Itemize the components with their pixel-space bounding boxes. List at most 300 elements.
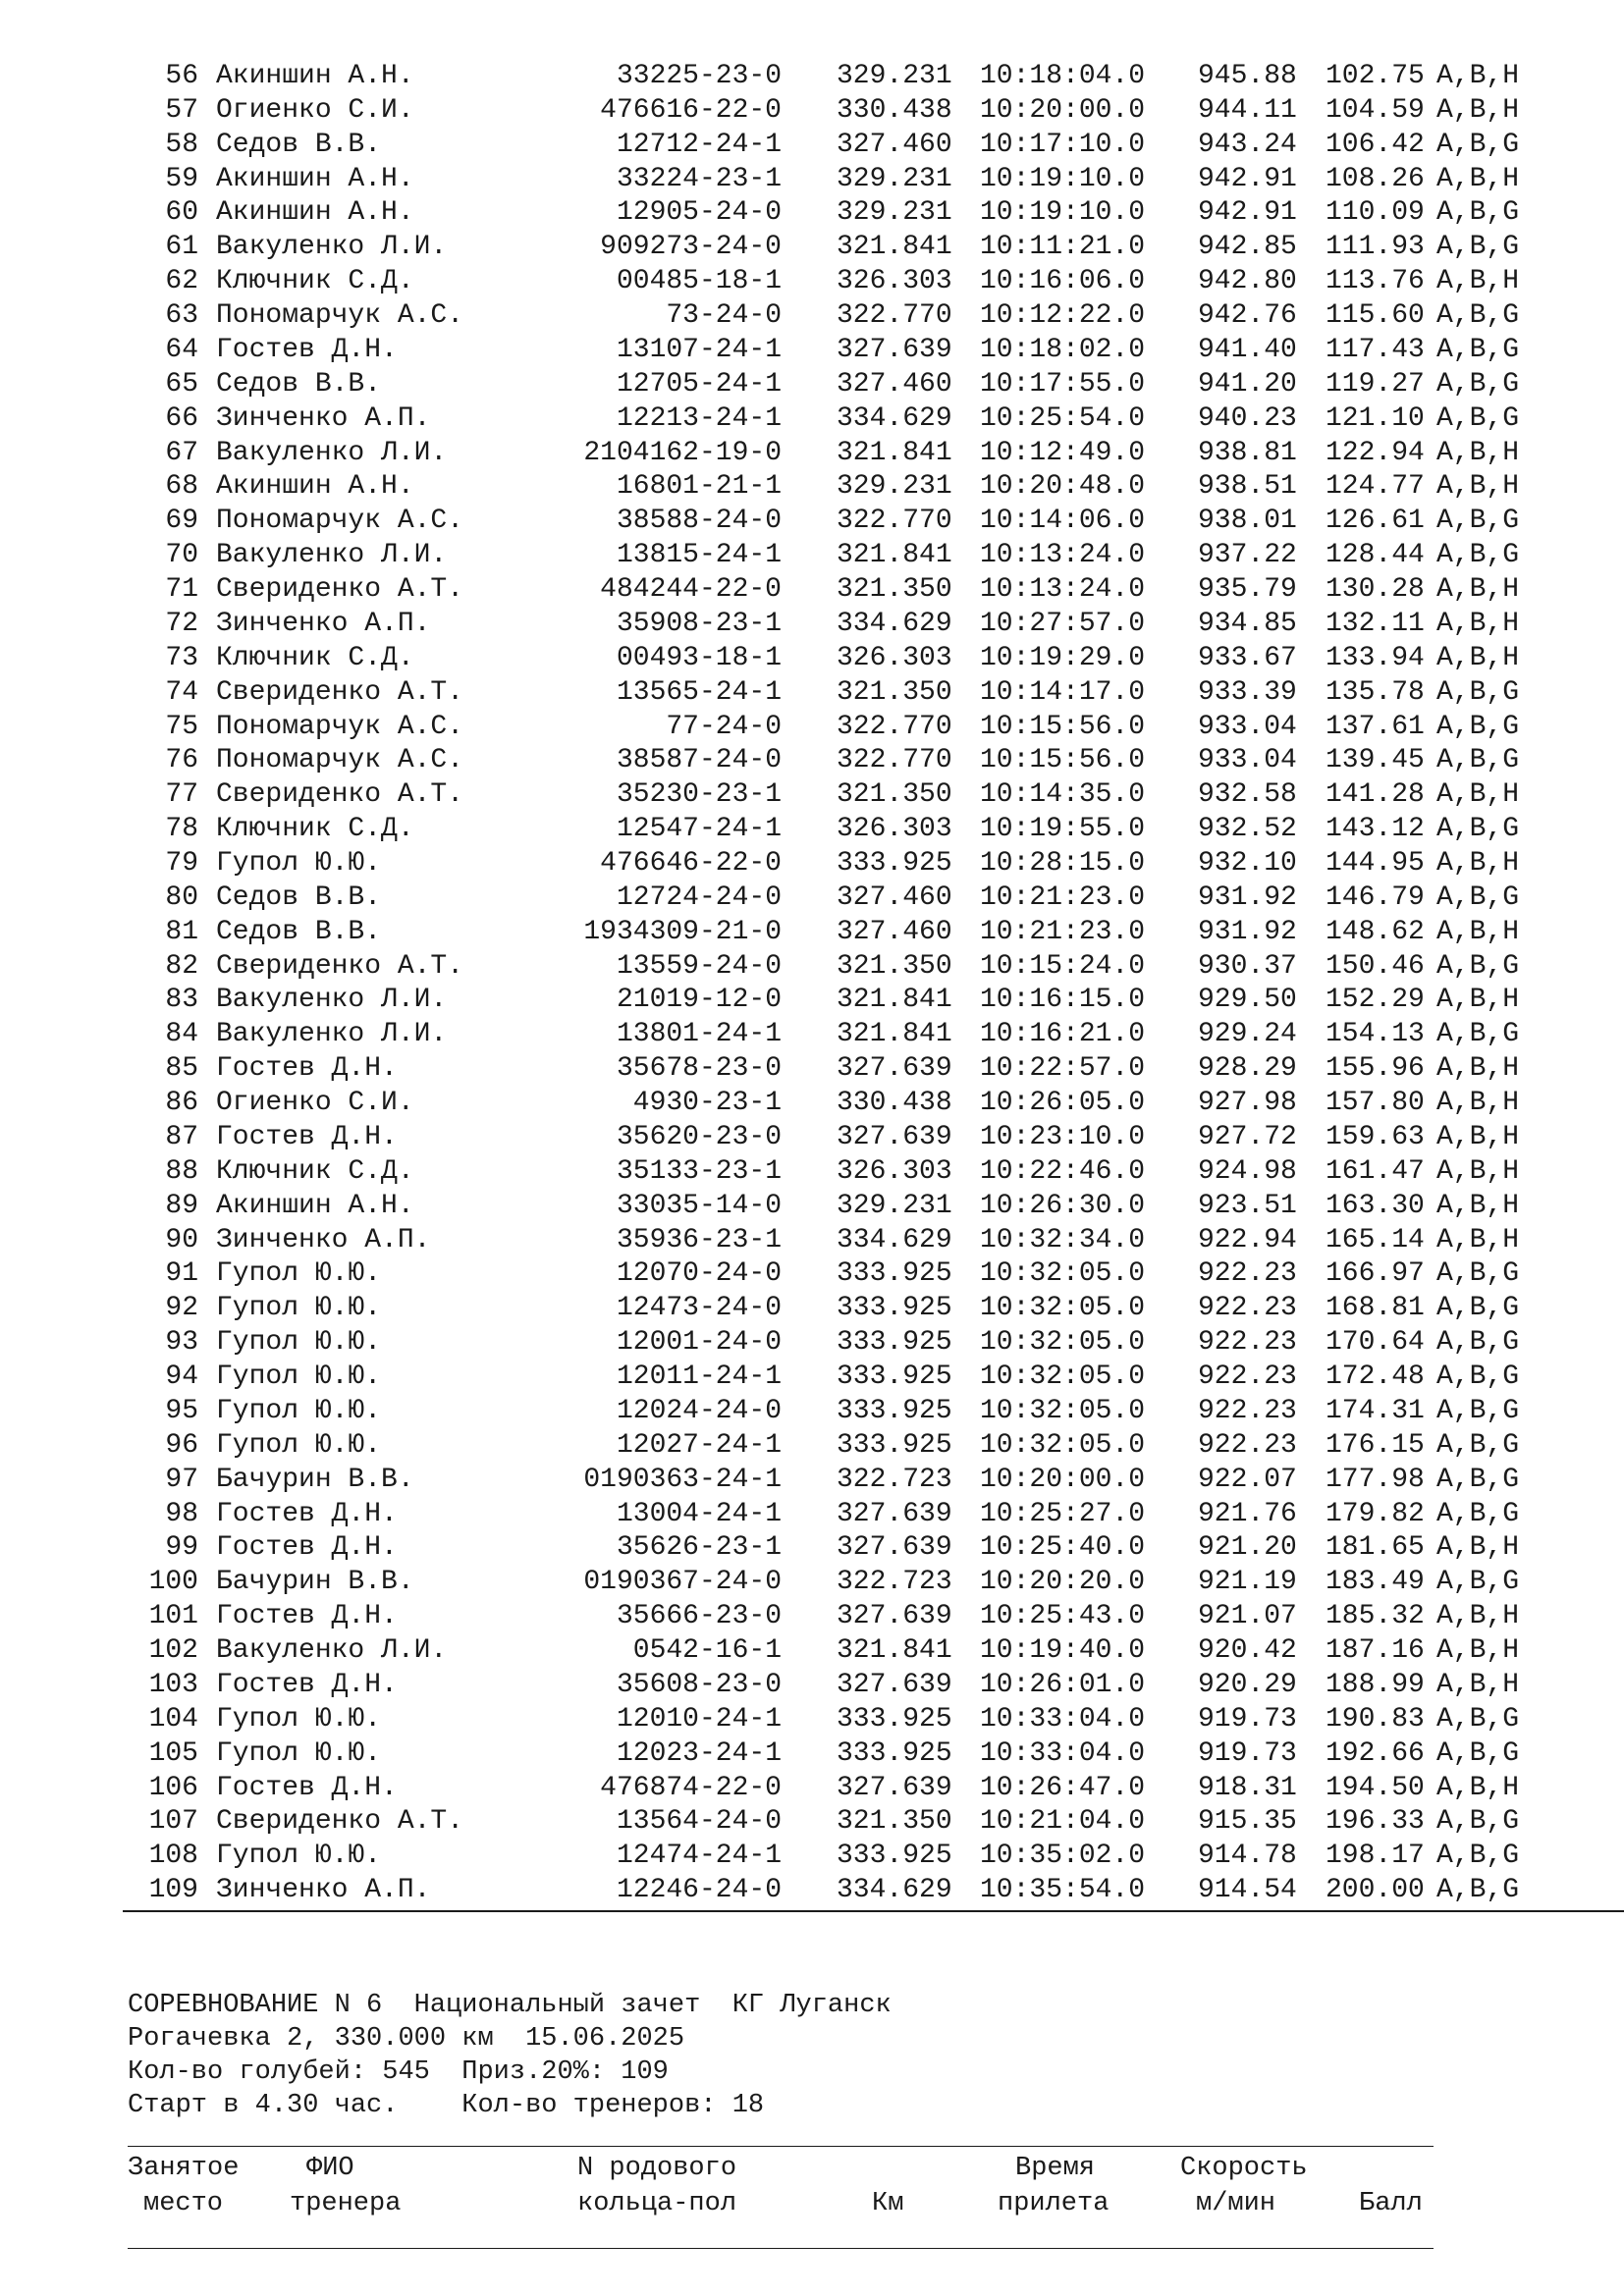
cell-category: A,B,G [1436,402,1520,434]
cell-arrival-time: 10:33:04.0 [980,1737,1146,1769]
cell-ring-number: 35908-23-1 [616,608,782,639]
cell-trainer-name: Свериденко А.Т. [216,1806,464,1838]
cell-trainer-name: Седов В.В. [216,368,382,400]
cell-speed: 922.23 [1198,1395,1297,1426]
cell-points: 102.75 [1326,61,1425,91]
col-km: Км [872,2189,904,2218]
cell-arrival-time: 10:21:23.0 [980,881,1146,913]
cell-place: 59 [165,163,198,194]
cell-place: 73 [165,642,198,673]
cell-trainer-name: Огиенко С.И. [216,1088,414,1119]
cell-points: 148.62 [1326,916,1425,947]
cell-ring-number: 484244-22-0 [600,574,782,606]
cell-trainer-name: Свериденко А.Т. [216,574,464,606]
cell-distance-km: 333.925 [837,1429,952,1461]
cell-speed: 915.35 [1198,1806,1297,1838]
cell-category: A,B,H [1436,437,1520,468]
cell-arrival-time: 10:19:10.0 [980,197,1146,229]
cell-points: 141.28 [1326,779,1425,811]
cell-arrival-time: 10:15:56.0 [980,745,1146,776]
cell-arrival-time: 10:15:24.0 [980,950,1146,982]
cell-distance-km: 327.639 [837,1532,952,1564]
cell-category: A,B,G [1436,1293,1520,1324]
cell-place: 62 [165,266,198,297]
cell-trainer-name: Гупол Ю.Ю. [216,1327,382,1359]
cell-place: 107 [148,1806,198,1838]
cell-speed: 929.50 [1198,985,1297,1016]
cell-ring-number: 0542-16-1 [632,1635,782,1667]
cell-distance-km: 333.925 [837,1395,952,1426]
cell-category: A,B,H [1436,1121,1520,1152]
cell-speed: 922.23 [1198,1429,1297,1461]
col-time-top: Время [1015,2154,1096,2183]
cell-place: 102 [148,1635,198,1667]
cell-trainer-name: Гупол Ю.Ю. [216,1737,382,1769]
cell-distance-km: 322.770 [837,300,952,332]
col-place-bottom: место [143,2189,224,2218]
cell-trainer-name: Вакуленко Л.И. [216,985,448,1016]
cell-place: 90 [165,1224,198,1255]
cell-points: 155.96 [1326,1053,1425,1085]
cell-arrival-time: 10:13:24.0 [980,540,1146,571]
cell-speed: 924.98 [1198,1155,1297,1187]
cell-category: A,B,G [1436,540,1520,571]
cell-distance-km: 321.841 [837,437,952,468]
cell-speed: 940.23 [1198,402,1297,434]
cell-distance-km: 334.629 [837,1224,952,1255]
cell-distance-km: 333.925 [837,1327,952,1359]
cell-ring-number: 13004-24-1 [616,1498,782,1529]
cell-arrival-time: 10:26:05.0 [980,1088,1146,1119]
cell-points: 130.28 [1326,574,1425,606]
cell-ring-number: 12027-24-1 [616,1429,782,1461]
cell-place: 101 [148,1601,198,1632]
cell-ring-number: 12712-24-1 [616,129,782,160]
cell-arrival-time: 10:32:34.0 [980,1224,1146,1255]
cell-distance-km: 333.925 [837,1737,952,1769]
cell-category: A,B,G [1436,1258,1520,1290]
cell-category: A,B,H [1436,1669,1520,1700]
cell-speed: 942.91 [1198,163,1297,194]
cell-speed: 942.80 [1198,266,1297,297]
cell-distance-km: 321.350 [837,779,952,811]
cell-points: 139.45 [1326,745,1425,776]
cell-speed: 921.19 [1198,1567,1297,1598]
cell-speed: 927.72 [1198,1121,1297,1152]
cell-points: 111.93 [1326,232,1425,263]
cell-ring-number: 12024-24-0 [616,1395,782,1426]
cell-category: A,B,G [1436,1567,1520,1598]
cell-arrival-time: 10:18:04.0 [980,61,1146,91]
cell-ring-number: 12010-24-1 [616,1703,782,1735]
cell-distance-km: 329.231 [837,61,952,91]
table-bottom-rule [123,1910,1624,1912]
cell-distance-km: 329.231 [837,163,952,194]
cell-arrival-time: 10:26:01.0 [980,1669,1146,1700]
cell-ring-number: 35133-23-1 [616,1155,782,1187]
cell-trainer-name: Акиншин А.Н. [216,163,414,194]
cell-distance-km: 321.841 [837,1019,952,1050]
cell-place: 56 [165,61,198,91]
cell-place: 71 [165,574,198,606]
cell-points: 108.26 [1326,163,1425,194]
cell-ring-number: 12023-24-1 [616,1737,782,1769]
cell-category: A,B,H [1436,574,1520,606]
column-header-bottom-rule [128,2248,1434,2249]
cell-arrival-time: 10:20:00.0 [980,94,1146,126]
cell-speed: 933.67 [1198,642,1297,673]
cell-trainer-name: Гостев Д.Н. [216,1121,398,1152]
cell-arrival-time: 10:16:15.0 [980,985,1146,1016]
cell-category: A,B,G [1436,300,1520,332]
cell-place: 93 [165,1327,198,1359]
cell-points: 170.64 [1326,1327,1425,1359]
cell-trainer-name: Гостев Д.Н. [216,1498,398,1529]
cell-arrival-time: 10:28:15.0 [980,848,1146,879]
cell-trainer-name: Гупол Ю.Ю. [216,1293,382,1324]
cell-ring-number: 33225-23-0 [616,61,782,91]
competition-birds-count: Кол-во голубей: 545 Приз.20%: 109 [128,2057,669,2087]
cell-arrival-time: 10:17:10.0 [980,129,1146,160]
cell-place: 86 [165,1088,198,1119]
cell-arrival-time: 10:33:04.0 [980,1703,1146,1735]
cell-place: 97 [165,1464,198,1495]
cell-place: 89 [165,1190,198,1221]
cell-speed: 914.78 [1198,1841,1297,1872]
cell-arrival-time: 10:26:47.0 [980,1772,1146,1803]
cell-speed: 919.73 [1198,1703,1297,1735]
cell-arrival-time: 10:21:23.0 [980,916,1146,947]
cell-ring-number: 13801-24-1 [616,1019,782,1050]
cell-points: 113.76 [1326,266,1425,297]
cell-trainer-name: Зинченко А.П. [216,1875,431,1906]
cell-arrival-time: 10:14:17.0 [980,676,1146,708]
cell-trainer-name: Ключник С.Д. [216,814,414,845]
cell-category: A,B,H [1436,94,1520,126]
cell-speed: 922.23 [1198,1258,1297,1290]
cell-arrival-time: 10:20:48.0 [980,471,1146,503]
cell-arrival-time: 10:20:20.0 [980,1567,1146,1598]
cell-points: 165.14 [1326,1224,1425,1255]
cell-arrival-time: 10:21:04.0 [980,1806,1146,1838]
cell-points: 157.80 [1326,1088,1425,1119]
competition-title: СОРЕВНОВАНИЕ N 6 Национальный зачет КГ Луганск [128,1991,892,2020]
cell-ring-number: 38587-24-0 [616,745,782,776]
cell-category: A,B,G [1436,1019,1520,1050]
cell-category: A,B,G [1436,1806,1520,1838]
cell-place: 95 [165,1395,198,1426]
cell-ring-number: 35608-23-0 [616,1669,782,1700]
cell-category: A,B,G [1436,1498,1520,1529]
cell-speed: 932.58 [1198,779,1297,811]
cell-arrival-time: 10:32:05.0 [980,1362,1146,1393]
cell-trainer-name: Вакуленко Л.И. [216,1019,448,1050]
cell-category: A,B,H [1436,61,1520,91]
cell-distance-km: 321.841 [837,1635,952,1667]
cell-points: 159.63 [1326,1121,1425,1152]
cell-place: 88 [165,1155,198,1187]
cell-place: 67 [165,437,198,468]
cell-points: 185.32 [1326,1601,1425,1632]
cell-distance-km: 327.639 [837,1053,952,1085]
cell-trainer-name: Гостев Д.Н. [216,1532,398,1564]
cell-speed: 937.22 [1198,540,1297,571]
cell-speed: 942.91 [1198,197,1297,229]
cell-arrival-time: 10:16:06.0 [980,266,1146,297]
cell-category: A,B,G [1436,1875,1520,1906]
cell-category: A,B,G [1436,232,1520,263]
cell-arrival-time: 10:19:55.0 [980,814,1146,845]
cell-category: A,B,H [1436,1772,1520,1803]
cell-category: A,B,H [1436,1224,1520,1255]
cell-place: 81 [165,916,198,947]
cell-place: 77 [165,779,198,811]
cell-trainer-name: Пономарчук А.С. [216,506,464,537]
cell-points: 172.48 [1326,1362,1425,1393]
cell-speed: 933.04 [1198,745,1297,776]
cell-points: 198.17 [1326,1841,1425,1872]
competition-location-date: Рогачевка 2, 330.000 км 15.06.2025 [128,2024,685,2054]
cell-place: 61 [165,232,198,263]
cell-distance-km: 327.460 [837,916,952,947]
cell-trainer-name: Вакуленко Л.И. [216,232,448,263]
cell-ring-number: 33035-14-0 [616,1190,782,1221]
cell-place: 64 [165,334,198,365]
cell-trainer-name: Свериденко А.Т. [216,950,464,982]
cell-category: A,B,G [1436,1464,1520,1495]
cell-distance-km: 322.723 [837,1464,952,1495]
cell-points: 117.43 [1326,334,1425,365]
cell-distance-km: 322.770 [837,745,952,776]
cell-place: 84 [165,1019,198,1050]
cell-distance-km: 322.770 [837,711,952,742]
cell-points: 121.10 [1326,402,1425,434]
cell-arrival-time: 10:27:57.0 [980,608,1146,639]
cell-category: A,B,G [1436,881,1520,913]
cell-trainer-name: Акиншин А.Н. [216,197,414,229]
cell-distance-km: 321.350 [837,950,952,982]
cell-distance-km: 327.460 [837,881,952,913]
cell-points: 187.16 [1326,1635,1425,1667]
cell-ring-number: 21019-12-0 [616,985,782,1016]
cell-ring-number: 13815-24-1 [616,540,782,571]
cell-category: A,B,G [1436,1737,1520,1769]
cell-arrival-time: 10:32:05.0 [980,1429,1146,1461]
cell-ring-number: 909273-24-0 [600,232,782,263]
cell-category: A,B,G [1436,1362,1520,1393]
cell-place: 106 [148,1772,198,1803]
cell-place: 94 [165,1362,198,1393]
cell-speed: 942.85 [1198,232,1297,263]
cell-points: 183.49 [1326,1567,1425,1598]
cell-trainer-name: Гостев Д.Н. [216,1053,398,1085]
cell-arrival-time: 10:15:56.0 [980,711,1146,742]
cell-place: 96 [165,1429,198,1461]
cell-points: 179.82 [1326,1498,1425,1529]
cell-points: 106.42 [1326,129,1425,160]
cell-ring-number: 12474-24-1 [616,1841,782,1872]
cell-arrival-time: 10:19:40.0 [980,1635,1146,1667]
cell-ring-number: 35678-23-0 [616,1053,782,1085]
cell-category: A,B,G [1436,711,1520,742]
cell-trainer-name: Гостев Д.Н. [216,1601,398,1632]
cell-arrival-time: 10:18:02.0 [980,334,1146,365]
cell-distance-km: 326.303 [837,642,952,673]
cell-speed: 914.54 [1198,1875,1297,1906]
cell-place: 72 [165,608,198,639]
cell-points: 181.65 [1326,1532,1425,1564]
cell-speed: 922.23 [1198,1327,1297,1359]
cell-points: 188.99 [1326,1669,1425,1700]
cell-trainer-name: Гупол Ю.Ю. [216,1362,382,1393]
cell-ring-number: 12905-24-0 [616,197,782,229]
cell-category: A,B,H [1436,1532,1520,1564]
cell-speed: 938.51 [1198,471,1297,503]
col-speed-bottom: м/мин [1196,2189,1276,2218]
cell-speed: 922.94 [1198,1224,1297,1255]
cell-speed: 922.07 [1198,1464,1297,1495]
col-ring-bottom: кольца-пол [577,2189,737,2218]
cell-distance-km: 334.629 [837,402,952,434]
cell-distance-km: 327.460 [837,129,952,160]
cell-place: 68 [165,471,198,503]
cell-arrival-time: 10:32:05.0 [980,1293,1146,1324]
cell-distance-km: 326.303 [837,266,952,297]
cell-distance-km: 321.350 [837,676,952,708]
cell-arrival-time: 10:22:57.0 [980,1053,1146,1085]
cell-arrival-time: 10:20:00.0 [980,1464,1146,1495]
cell-place: 82 [165,950,198,982]
cell-ring-number: 12246-24-0 [616,1875,782,1906]
cell-category: A,B,G [1436,814,1520,845]
cell-arrival-time: 10:12:22.0 [980,300,1146,332]
cell-category: A,B,G [1436,1395,1520,1426]
cell-ring-number: 77-24-0 [666,711,782,742]
cell-category: A,B,G [1436,129,1520,160]
cell-trainer-name: Бачурин В.В. [216,1464,414,1495]
cell-distance-km: 321.350 [837,1806,952,1838]
col-points: Балл [1359,2189,1423,2218]
cell-arrival-time: 10:25:40.0 [980,1532,1146,1564]
cell-ring-number: 00485-18-1 [616,266,782,297]
cell-distance-km: 330.438 [837,94,952,126]
cell-distance-km: 333.925 [837,1362,952,1393]
col-ring-top: N родового [577,2154,737,2183]
cell-points: 133.94 [1326,642,1425,673]
cell-category: A,B,H [1436,1155,1520,1187]
cell-speed: 927.98 [1198,1088,1297,1119]
cell-points: 150.46 [1326,950,1425,982]
cell-points: 190.83 [1326,1703,1425,1735]
cell-ring-number: 12473-24-0 [616,1293,782,1324]
cell-ring-number: 12001-24-0 [616,1327,782,1359]
cell-arrival-time: 10:14:06.0 [980,506,1146,537]
cell-distance-km: 322.770 [837,506,952,537]
cell-speed: 932.52 [1198,814,1297,845]
cell-points: 119.27 [1326,368,1425,400]
cell-ring-number: 13559-24-0 [616,950,782,982]
cell-points: 152.29 [1326,985,1425,1016]
cell-place: 83 [165,985,198,1016]
cell-distance-km: 334.629 [837,1875,952,1906]
cell-place: 74 [165,676,198,708]
cell-speed: 935.79 [1198,574,1297,606]
cell-points: 115.60 [1326,300,1425,332]
cell-ring-number: 38588-24-0 [616,506,782,537]
cell-speed: 921.07 [1198,1601,1297,1632]
cell-place: 103 [148,1669,198,1700]
col-name-bottom: тренера [290,2189,402,2218]
cell-speed: 942.76 [1198,300,1297,332]
cell-trainer-name: Седов В.В. [216,916,382,947]
cell-category: A,B,H [1436,916,1520,947]
cell-trainer-name: Бачурин В.В. [216,1567,414,1598]
cell-speed: 941.40 [1198,334,1297,365]
cell-trainer-name: Зинченко А.П. [216,608,431,639]
cell-distance-km: 321.841 [837,540,952,571]
cell-category: A,B,H [1436,163,1520,194]
cell-distance-km: 327.639 [837,1601,952,1632]
cell-place: 76 [165,745,198,776]
cell-ring-number: 476874-22-0 [600,1772,782,1803]
cell-distance-km: 327.460 [837,368,952,400]
cell-trainer-name: Свериденко А.Т. [216,779,464,811]
cell-trainer-name: Акиншин А.Н. [216,1190,414,1221]
cell-trainer-name: Седов В.В. [216,129,382,160]
cell-distance-km: 321.841 [837,985,952,1016]
cell-ring-number: 35620-23-0 [616,1121,782,1152]
cell-speed: 920.29 [1198,1669,1297,1700]
cell-category: A,B,G [1436,368,1520,400]
cell-points: 143.12 [1326,814,1425,845]
cell-arrival-time: 10:11:21.0 [980,232,1146,263]
cell-speed: 944.11 [1198,94,1297,126]
cell-category: A,B,H [1436,266,1520,297]
cell-speed: 938.01 [1198,506,1297,537]
cell-points: 177.98 [1326,1464,1425,1495]
cell-distance-km: 333.925 [837,1703,952,1735]
col-time-bottom: прилета [998,2189,1110,2218]
cell-place: 109 [148,1875,198,1906]
cell-distance-km: 333.925 [837,1293,952,1324]
cell-ring-number: 33224-23-1 [616,163,782,194]
cell-speed: 919.73 [1198,1737,1297,1769]
cell-speed: 933.04 [1198,711,1297,742]
cell-speed: 920.42 [1198,1635,1297,1667]
cell-category: A,B,H [1436,642,1520,673]
cell-speed: 938.81 [1198,437,1297,468]
cell-ring-number: 16801-21-1 [616,471,782,503]
cell-arrival-time: 10:19:10.0 [980,163,1146,194]
cell-category: A,B,H [1436,1088,1520,1119]
cell-category: A,B,H [1436,608,1520,639]
cell-trainer-name: Гупол Ю.Ю. [216,1258,382,1290]
cell-category: A,B,H [1436,985,1520,1016]
cell-category: A,B,H [1436,471,1520,503]
cell-arrival-time: 10:12:49.0 [980,437,1146,468]
cell-ring-number: 13107-24-1 [616,334,782,365]
cell-distance-km: 333.925 [837,1258,952,1290]
cell-trainer-name: Вакуленко Л.И. [216,540,448,571]
cell-category: A,B,G [1436,745,1520,776]
cell-ring-number: 12724-24-0 [616,881,782,913]
cell-ring-number: 73-24-0 [666,300,782,332]
cell-speed: 932.10 [1198,848,1297,879]
cell-place: 91 [165,1258,198,1290]
cell-points: 200.00 [1326,1875,1425,1906]
cell-ring-number: 0190367-24-0 [583,1567,782,1598]
cell-distance-km: 329.231 [837,471,952,503]
